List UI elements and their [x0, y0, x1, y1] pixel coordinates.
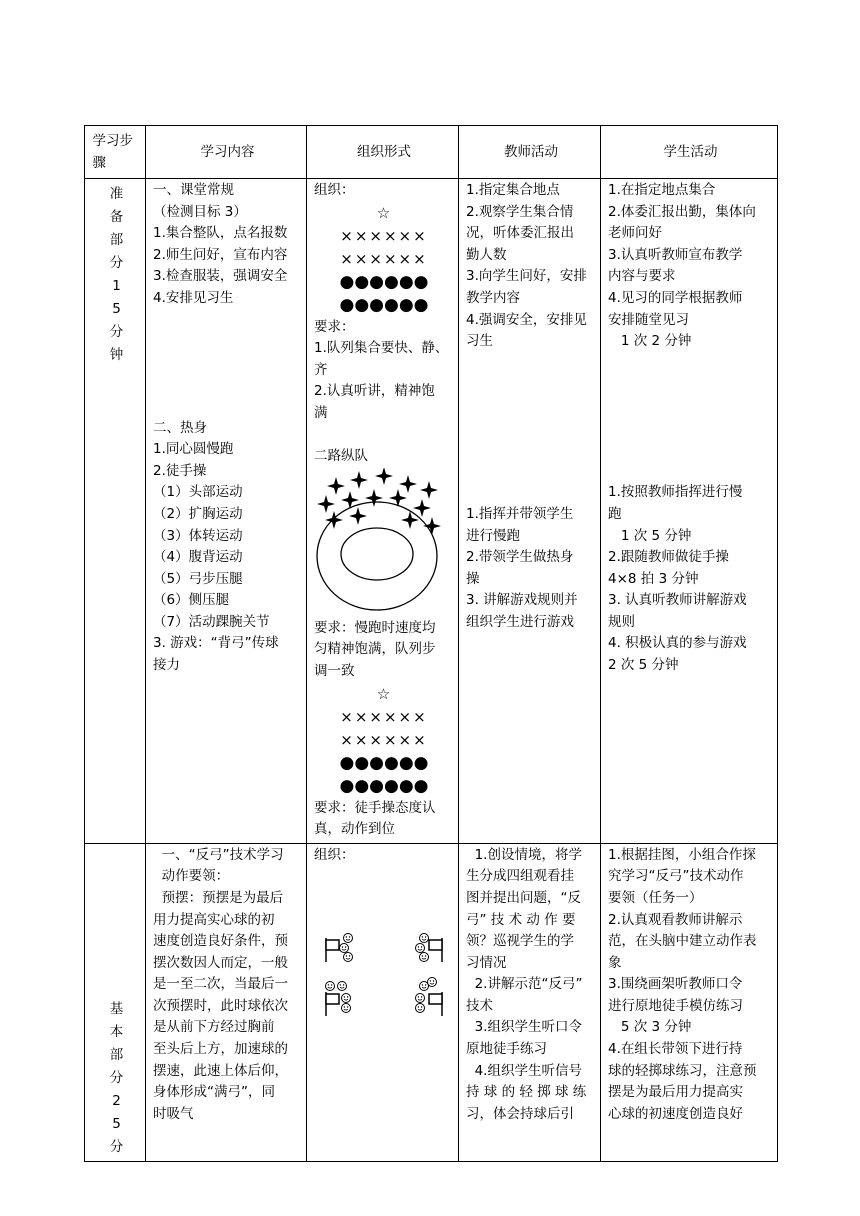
header-content: 学习内容 [146, 126, 307, 179]
teacher-activity-line: 3.向学生问好，安排 [466, 268, 587, 285]
station-icons [326, 934, 443, 1017]
content-line: 2.徒手操 [153, 462, 207, 479]
student-activity-line: 2 次 5 分钟 [608, 657, 679, 674]
prep-step [85, 179, 146, 844]
teacher-activity-line [466, 396, 596, 418]
content-line: 次预摆时，此时球依次 [153, 997, 288, 1014]
flag-icon [429, 938, 442, 962]
content-line [153, 374, 302, 396]
prep-row [85, 179, 778, 844]
content-line: 一、课堂常规 [153, 182, 234, 198]
smiley-icon [428, 978, 437, 987]
teacher-activity-line [466, 418, 596, 440]
students-row-dot: ●●●●●● [339, 271, 429, 292]
students-row-cross: ×××××× [340, 707, 428, 726]
smiley-icon [344, 953, 353, 962]
students-row-dot: ●●●●●● [339, 294, 429, 315]
student-activity-line [608, 439, 773, 461]
teacher-activity-line: 2.讲解示范“反弓” [466, 976, 583, 993]
content-line: 时吸气 [153, 1105, 194, 1122]
teacher-activity-line [466, 482, 596, 504]
basic-content [146, 843, 307, 1161]
student-activity-line: 规则 [608, 613, 635, 630]
teacher-activity-line: 2.观察学生集合情 [466, 203, 574, 220]
teacher-activity-line: 习生 [466, 333, 493, 350]
content-line: 接力 [153, 657, 180, 674]
sparkle-star-icon [350, 471, 368, 489]
student-activity-line: 范，在头脑中建立动作表 [608, 933, 757, 950]
content-line: 预摆：预摆是为最后 [153, 889, 284, 906]
smiley-icon [340, 944, 349, 953]
org-label: 组织： [314, 182, 355, 198]
smiley-icon [342, 994, 351, 1003]
content-line: 是一至二次，当最后一 [153, 976, 288, 993]
smiley-icon [338, 982, 347, 991]
req2-b: 匀精神饱满，队列步 [314, 641, 436, 658]
teacher-activity-line: 组织学生进行游戏 [466, 613, 574, 630]
prep-content-lines [153, 180, 302, 677]
req1-title: 要求： [314, 318, 355, 335]
smiley-icon [416, 944, 425, 953]
content-line: （7）活动踝腕关节 [153, 613, 270, 630]
teacher-activity-line: 教学内容 [466, 289, 520, 306]
flag-icon [429, 992, 442, 1016]
group-stations-diagram [314, 924, 454, 1034]
teacher-activity-line [466, 461, 596, 483]
content-line: 3. 游戏：“背弓”传球 [153, 635, 279, 652]
student-activity-line [608, 374, 773, 396]
teacher-activity-line: 进行慢跑 [466, 527, 520, 544]
students-row-cross: ×××××× [340, 249, 428, 268]
flag-icon [326, 992, 339, 1016]
student-activity-line: 3.认真听教师宣布教学 [608, 246, 743, 263]
req1-c: 2.认真听讲，精神饱 [314, 383, 435, 400]
content-line [153, 331, 302, 353]
content-line: 摆速，此速上体后仰， [153, 1062, 288, 1079]
teacher-activity-line: 1.指定集合地点 [466, 182, 560, 198]
content-line: （5）弓步压腿 [153, 570, 243, 587]
students-row-cross: ×××××× [340, 226, 428, 245]
student-activity-line: 4×8 拍 3 分钟 [608, 570, 699, 587]
content-line: 动作要领： [153, 868, 230, 885]
student-activity-line: 2.跟随教师做徒手操 [608, 549, 729, 566]
content-line: （4）腹背运动 [153, 549, 243, 566]
teacher-activity-line: 原地徒手练习 [466, 1041, 547, 1058]
student-activity-line: 象 [608, 954, 622, 971]
teacher-activity-line [466, 374, 596, 396]
student-activity-line: 摆是为最后用力提高实 [608, 1084, 743, 1101]
content-line: 4.安排见习生 [153, 289, 234, 306]
smiley-icon [416, 1004, 425, 1013]
student-activity-line: 3. 认真听教师讲解游戏 [608, 592, 747, 609]
header-row [85, 126, 778, 179]
prep-step-label: 准备部分15分钟 [109, 186, 124, 363]
basic-row [85, 843, 778, 1161]
prep-organization [307, 179, 459, 844]
basic-step-label: 基本部分25分 [109, 1000, 124, 1155]
basic-step [85, 843, 146, 1161]
teacher-activity-line: 4.强调安全，安排见 [466, 311, 587, 328]
req2-c: 调一致 [314, 662, 355, 679]
teacher-activity-line: 习情况 [466, 954, 507, 971]
student-activity-line: 3.围绕画架听教师口令 [608, 976, 743, 993]
req1-a: 1.队列集合要快、静、 [314, 340, 449, 357]
teacher-activity-line [466, 439, 596, 461]
basic-student-lines [608, 845, 773, 1126]
teacher-activity-line [466, 353, 596, 375]
smiley-icon [420, 953, 429, 962]
student-activity-line: 内容与要求 [608, 268, 676, 285]
teacher-activity-line: 勤人数 [466, 246, 507, 263]
students-row-cross: ×××××× [340, 730, 428, 749]
basic-org-label: 组织： [314, 846, 355, 863]
student-activity-line [608, 396, 773, 418]
prep-content [146, 179, 307, 844]
student-activity-line: 要领（任务一） [608, 889, 703, 906]
student-activity-line [608, 353, 773, 375]
prep-student-lines [608, 180, 773, 677]
teacher-activity-line: 1.创设情境，将学 [466, 846, 582, 863]
student-activity-line: 5 次 3 分钟 [608, 1019, 692, 1036]
teacher-activity-line: 况，听体委汇报出 [466, 225, 574, 242]
content-line: （1）头部运动 [153, 484, 243, 501]
student-activity-line: 2.认真观看教师讲解示 [608, 911, 743, 928]
basic-teacher-lines [466, 845, 596, 1126]
teacher-activity-line: 领？巡视学生的学 [466, 933, 574, 950]
formation-1 [314, 202, 454, 317]
content-line: 1.集合整队，点名报数 [153, 225, 288, 242]
sparkle-star-icon [341, 491, 359, 509]
two-column-label: 二路纵队 [314, 448, 368, 465]
content-line [153, 396, 302, 418]
teacher-activity-line: 持 球 的 轻 掷 球 练 [466, 1084, 587, 1101]
req1-d: 满 [314, 404, 328, 421]
prep-student [601, 179, 778, 844]
content-line: 至头后上方，加速球的 [153, 1041, 288, 1058]
content-line: （检测目标 3） [153, 203, 247, 220]
formation-2 [314, 683, 454, 798]
basic-organization [307, 843, 459, 1161]
students-row-dot: ●●●●●● [339, 775, 429, 796]
student-activity-line: 1.在指定地点集合 [608, 182, 716, 198]
teacher-star-icon: ☆ [376, 684, 392, 703]
content-line: （6）侧压腿 [153, 592, 230, 609]
student-activity-line: 1.根据挂图，小组合作探 [608, 846, 756, 863]
req3-b: 真，动作到位 [314, 821, 395, 838]
teacher-activity-line: 生分成四组观看挂 [466, 868, 574, 885]
smiley-icon [420, 934, 429, 943]
student-activity-line: 球的轻掷球练习，注意预 [608, 1062, 757, 1079]
content-line: 是从前下方经过胸前 [153, 1019, 275, 1036]
student-activity-line: 心球的初速度创造良好 [608, 1105, 743, 1122]
req3-a: 要求：徒手操态度认 [314, 799, 436, 816]
content-line: （3）体转运动 [153, 527, 243, 544]
content-line [153, 353, 302, 375]
basic-student [601, 843, 778, 1161]
sparkle-star-icon [401, 511, 419, 529]
req1-b: 齐 [314, 361, 328, 378]
smiley-icon [326, 982, 335, 991]
sparkle-star-icon [349, 507, 367, 525]
sparkle-star-icon [327, 477, 345, 495]
teacher-activity-line: 3. 讲解游戏规则并 [466, 592, 578, 609]
teacher-activity-line: 操 [466, 570, 480, 587]
content-line: 速度创造良好条件，预 [153, 933, 288, 950]
teacher-star-icon: ☆ [376, 203, 392, 222]
student-activity-line: 2.体委汇报出勤，集体向 [608, 203, 756, 220]
content-line: 一、“反弓”技术学习 [153, 846, 284, 863]
teacher-activity-line: 弓” 技 术 动 作 要 [466, 911, 576, 928]
student-activity-line: 1.按照教师指挥进行慢 [608, 484, 743, 501]
student-activity-line: 4.见习的同学根据教师 [608, 289, 743, 306]
lesson-plan-table [84, 125, 778, 1162]
content-line: （2）扩胸运动 [153, 505, 243, 522]
content-line: 用力提高实心球的初 [153, 911, 275, 928]
student-activity-line: 安排随堂见习 [608, 311, 689, 328]
teacher-activity-line: 3.组织学生听口令 [466, 1019, 582, 1036]
header-teacher: 教师活动 [459, 126, 601, 179]
content-line: 1.同心圆慢跑 [153, 441, 234, 458]
teacher-activity-line: 4.组织学生听信号 [466, 1062, 582, 1079]
inner-ring [341, 528, 413, 580]
teacher-activity-line: 1.指挥并带领学生 [466, 505, 574, 522]
student-activity-line: 1 次 5 分钟 [608, 527, 692, 544]
header-organization: 组织形式 [307, 126, 459, 179]
teacher-activity-line: 习，体会持球后引 [466, 1105, 574, 1122]
header-step: 学习步骤 [85, 126, 146, 179]
content-line [153, 310, 302, 332]
student-activity-line: 进行原地徒手模仿练习 [608, 997, 743, 1014]
content-line: 3.检查服装，强调安全 [153, 268, 288, 285]
teacher-activity-line: 技术 [466, 997, 493, 1014]
student-activity-line: 究学习“反弓”技术动作 [608, 868, 744, 885]
sparkle-star-icon [317, 495, 335, 513]
student-activity-line: 老师问好 [608, 225, 662, 242]
sparkle-star-icon [365, 489, 383, 507]
content-line: 身体形成“满弓”，同 [153, 1084, 275, 1101]
basic-content-lines [153, 845, 302, 1126]
sparkle-star-icon [420, 481, 438, 499]
content-line: 2.师生问好，宣布内容 [153, 246, 288, 263]
concentric-run-diagram [314, 468, 450, 618]
content-line: 二、热身 [153, 419, 207, 436]
teacher-activity-line: 2.带领学生做热身 [466, 549, 574, 566]
smiley-icon [416, 994, 425, 1003]
student-activity-line: 4.在组长带领下进行持 [608, 1041, 743, 1058]
teacher-activity-line: 图并提出问题，“反 [466, 889, 581, 906]
sparkle-star-icon [423, 517, 441, 535]
flag-icon [326, 938, 339, 962]
prep-teacher-lines [466, 180, 596, 633]
student-activity-line [608, 461, 773, 483]
smiley-icon [342, 1004, 351, 1013]
student-activity-line: 1 次 2 分钟 [608, 333, 692, 350]
req2-a: 要求：慢跑时速度均 [314, 619, 436, 636]
smiley-icon [344, 934, 353, 943]
sparkle-star-icon [375, 468, 393, 485]
prep-teacher [459, 179, 601, 844]
sparkle-star-icon [399, 475, 417, 493]
sparkle-star-icon [389, 489, 407, 507]
student-activity-line: 跑 [608, 505, 622, 522]
students-row-dot: ●●●●●● [339, 752, 429, 773]
student-activity-line [608, 418, 773, 440]
header-student: 学生活动 [601, 126, 778, 179]
student-activity-line: 4. 积极认真的参与游戏 [608, 635, 747, 652]
basic-teacher [459, 843, 601, 1161]
content-line: 摆次数因人而定，一般 [153, 954, 288, 971]
